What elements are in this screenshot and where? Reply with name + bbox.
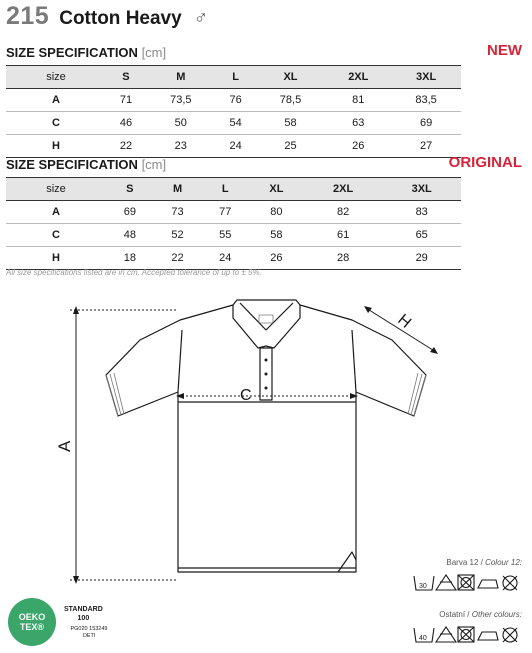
care-label-colour12: Barva 12 / Colour 12: — [446, 558, 522, 567]
no-bleach-icon — [436, 627, 456, 642]
table-cell: 83,5 — [415, 94, 437, 106]
table-cell: 73 — [171, 206, 184, 218]
column-header: S — [126, 183, 134, 195]
table-cell: 78,5 — [279, 94, 302, 106]
table-cell: 58 — [270, 229, 283, 241]
size-spec-title-new — [6, 45, 166, 60]
column-header-size: size — [46, 71, 66, 83]
table-cell: 26 — [352, 140, 365, 152]
table-cell: 24 — [229, 140, 242, 152]
tag-new: NEW — [487, 42, 522, 59]
column-header: M — [172, 183, 183, 195]
table-header-row — [6, 178, 461, 201]
table-cell: 29 — [415, 252, 428, 264]
table-cell: 77 — [219, 206, 232, 218]
iron-icon — [478, 580, 498, 588]
table-row — [6, 247, 461, 270]
svg-text:30: 30 — [419, 583, 427, 590]
column-header: M — [176, 71, 186, 83]
column-header: 2XL — [348, 71, 369, 83]
male-symbol-icon: ♂ — [193, 8, 208, 29]
table-cell: 23 — [174, 140, 187, 152]
column-header: L — [221, 183, 229, 195]
iron-icon — [478, 632, 498, 640]
table-row — [6, 201, 461, 224]
row-label: A — [52, 206, 60, 218]
row-label: C — [52, 229, 60, 241]
model-number: 215 — [6, 2, 50, 30]
care-symbols-colour12 — [412, 572, 522, 594]
table-cell: 18 — [123, 252, 136, 264]
table-cell: 58 — [284, 117, 297, 129]
tolerance-note: All size specifications listed are in cm. Accepted tolerance of up to ± 5%. — [6, 268, 262, 277]
section-title-text: SIZE SPECIFICATION — [6, 157, 138, 172]
table-cell: 80 — [270, 206, 283, 218]
brand-logo-icon — [259, 315, 273, 323]
column-header: 3XL — [411, 183, 432, 195]
column-header: L — [232, 71, 240, 83]
column-header: 2XL — [332, 183, 354, 195]
table-cell: 55 — [219, 229, 232, 241]
oeko-tex-logo: OEKO TEX® — [8, 598, 56, 646]
size-spec-title-original — [6, 157, 166, 172]
label-h: H — [394, 311, 415, 332]
tag-original: ORIGINAL — [448, 154, 522, 171]
label-c: C — [240, 387, 252, 404]
table-cell: 52 — [171, 229, 184, 241]
unit-label: [cm] — [141, 45, 167, 60]
care-label-other: Ostatní / Other colours: — [439, 610, 522, 619]
row-label: H — [52, 140, 60, 152]
table-row — [6, 89, 461, 112]
table-cell: 71 — [119, 94, 133, 106]
table-cell: 22 — [119, 140, 133, 152]
table-cell: 22 — [171, 252, 184, 264]
table-cell: 76 — [229, 94, 242, 106]
column-header: XL — [269, 183, 284, 195]
table-cell: 83 — [415, 206, 428, 218]
standard-100-label: STANDARD 100 — [64, 606, 103, 622]
column-header: 3XL — [415, 71, 437, 83]
row-label: C — [52, 117, 60, 129]
section-title-text: SIZE SPECIFICATION — [6, 45, 138, 60]
svg-text:40: 40 — [419, 635, 427, 642]
table-cell: 61 — [336, 229, 350, 241]
table-row — [6, 224, 461, 247]
table-cell: 69 — [123, 206, 136, 218]
table-header-row — [6, 66, 461, 89]
table-cell: 63 — [352, 117, 365, 129]
table-cell: 73,5 — [170, 94, 192, 106]
table-cell: 48 — [123, 229, 136, 241]
column-header: S — [122, 71, 130, 83]
table-cell: 54 — [229, 117, 242, 129]
table-cell: 24 — [219, 252, 232, 264]
table-cell: 25 — [284, 140, 297, 152]
column-header-size: size — [46, 183, 66, 195]
table-cell: 81 — [352, 94, 365, 106]
row-label: H — [52, 252, 60, 264]
table-cell: 46 — [119, 117, 133, 129]
table-cell: 50 — [174, 117, 187, 129]
table-cell: 26 — [270, 252, 283, 264]
label-a: A — [55, 440, 74, 452]
polo-shirt-diagram — [0, 290, 532, 590]
table-cell: 27 — [419, 140, 433, 152]
table-cell: 82 — [336, 206, 350, 218]
column-header: XL — [283, 71, 298, 83]
table-cell: 28 — [336, 252, 350, 264]
table-row — [6, 112, 461, 135]
care-symbols-other — [412, 624, 522, 646]
product-header — [6, 2, 208, 32]
model-name: Cotton Heavy — [59, 8, 182, 29]
table-cell: 69 — [419, 117, 433, 129]
size-table-original — [6, 177, 461, 270]
certificate-number: PG020 153249 OETI — [70, 626, 108, 639]
size-table-new — [6, 65, 461, 158]
unit-label: [cm] — [141, 157, 167, 172]
table-row — [6, 135, 461, 158]
no-bleach-icon — [436, 575, 456, 590]
table-cell: 65 — [415, 229, 428, 241]
row-label: A — [52, 94, 60, 106]
